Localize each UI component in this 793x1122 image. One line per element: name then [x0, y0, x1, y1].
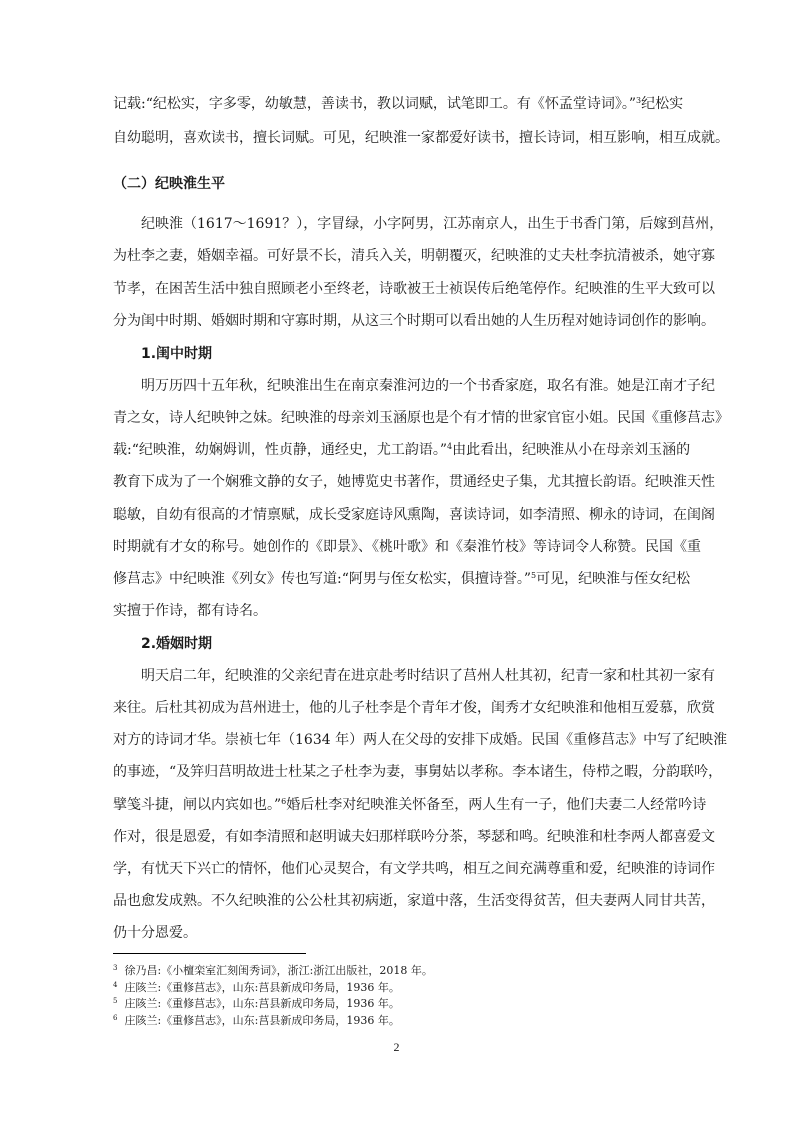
body-line: 分为闺中时期、婚姻时期和守寡时期，从这三个时期可以看出她的人生历程对她诗词创作的影响。: [113, 313, 715, 329]
body-line: 学，有忧天下兴亡的情怀，他们心灵契合，有文学共鸣，相互之间充满尊重和爱，纪映淮的诗词作: [113, 861, 715, 877]
footnote-ref[interactable]: 3: [636, 96, 642, 105]
body-line: 仍十分恩爱。: [113, 925, 197, 941]
footnote: $^3$ 徐乃昌:《小檀栾室汇刻闺秀词》，浙江:浙江出版社，2018 年。: [113, 964, 433, 977]
body-line: 明万历四十五年秋，纪映淮出生在南京秦淮河边的一个书香家庭，取名有淮。她是江南才子纪: [141, 378, 715, 394]
subsection-heading: 2.婚姻时期: [141, 636, 213, 652]
body-line: 载:“纪映淮，幼娴姆训，性贞静，通经史，尤工韵语。”$^4$由此看出，纪映淮从小在母亲刘玉涵的: [113, 442, 691, 458]
body-line: 对方的诗词才华。崇祯七年（1634 年）两人在父母的安排下成婚。民国《重修莒志》中写了纪映淮: [113, 732, 728, 748]
body-line: 实擅于作诗，都有诗名。: [113, 603, 267, 619]
footnote-ref[interactable]: 4: [447, 442, 453, 451]
body-line: 纪映淮（1617～1691？），字冒绿，小字阿男，江苏南京人，出生于书香门第，后嫁到莒州，: [141, 216, 724, 232]
body-line: 为杜李之妻，婚姻幸福。可好景不长，清兵入关，明朝覆灭，纪映淮的丈夫杜李抗清被杀，她守寡: [113, 248, 715, 264]
body-line: 青之女，诗人纪映钟之妹。纪映淮的母亲刘玉涵原也是个有才情的世家官宦小姐。民国《重修莒志》: [113, 410, 729, 426]
footnote-ref[interactable]: 5: [531, 571, 537, 580]
body-line: 品也愈发成熟。不久纪映淮的公公杜其初病逝，家道中落，生活变得贫苦，但夫妻两人同甘共苦，: [113, 893, 715, 909]
section-heading: （二）纪映淮生平: [113, 176, 225, 192]
body-line: 节孝，在困苦生活中独自照顾老小至终老，诗歌被王士祯误传后绝笔停作。纪映淮的生平大致可以: [113, 281, 715, 297]
page-number: 2: [393, 1040, 400, 1054]
body-line: 时期就有才女的称号。她创作的《即景》、《桃叶歌》和《秦淮竹枝》等诗词令人称赞。民国《重: [113, 539, 701, 555]
body-line: 记载:“纪松实，字多零，幼敏慧，善读书，教以词赋，试笔即工。有《怀孟堂诗词》。”$^3$纪松实: [113, 96, 684, 112]
footnote: $^5$ 庄陔兰:《重修莒志》，山东:莒县新成印务局，1936 年。: [113, 997, 400, 1010]
subsection-heading: 1.闺中时期: [141, 346, 213, 362]
body-line: 自幼聪明，喜欢读书，擅长词赋。可见，纪映淮一家都爱好读书，擅长诗词，相互影响，相互成就。: [113, 130, 729, 146]
body-line: 修莒志》中纪映淮《列女》传也写道:“阿男与侄女松实，俱擅诗誉。”$^5$可见，纪映淮与侄女纪松: [113, 571, 691, 587]
footnote-divider: [113, 953, 306, 954]
body-line: 作对，很是恩爱，有如李清照和赵明诚夫妇那样联吟分茶，琴瑟和鸣。纪映淮和杜李两人都喜爱文: [113, 829, 715, 845]
body-line: 明天启二年，纪映淮的父亲纪青在进京赴考时结识了莒州人杜其初，纪青一家和杜其初一家有: [141, 668, 715, 684]
body-line: 的事迹，“及笄归莒明故进士杜某之子杜李为妻，事舅姑以孝称。李本诸生，侍栉之暇，分韵联吟，: [113, 764, 723, 780]
body-line: 擘笺斗捷，闸以内宾如也。”$^6$婚后杜李对纪映淮关怀备至，两人生有一子，他们夫妻二人经常吟诗: [113, 797, 707, 813]
body-line: 教育下成为了一个娴雅文静的女子，她博览史书著作，贯通经史子集，尤其擅长韵语。纪映淮天性: [113, 474, 715, 490]
body-line: 来往。后杜其初成为莒州进士，他的儿子杜李是个青年才俊，闺秀才女纪映淮和他相互爱慕，欣赏: [113, 700, 715, 716]
body-line: 聪敏，自幼有很高的才情禀赋，成长受家庭诗风熏陶，喜读诗词，如李清照、柳永的诗词，在闺阁: [113, 507, 715, 523]
footnote: $^6$ 庄陔兰:《重修莒志》，山东:莒县新成印务局，1936 年。: [113, 1014, 400, 1027]
footnote: $^4$ 庄陔兰:《重修莒志》，山东:莒县新成印务局，1936 年。: [113, 981, 400, 994]
footnote-ref[interactable]: 6: [281, 797, 287, 806]
